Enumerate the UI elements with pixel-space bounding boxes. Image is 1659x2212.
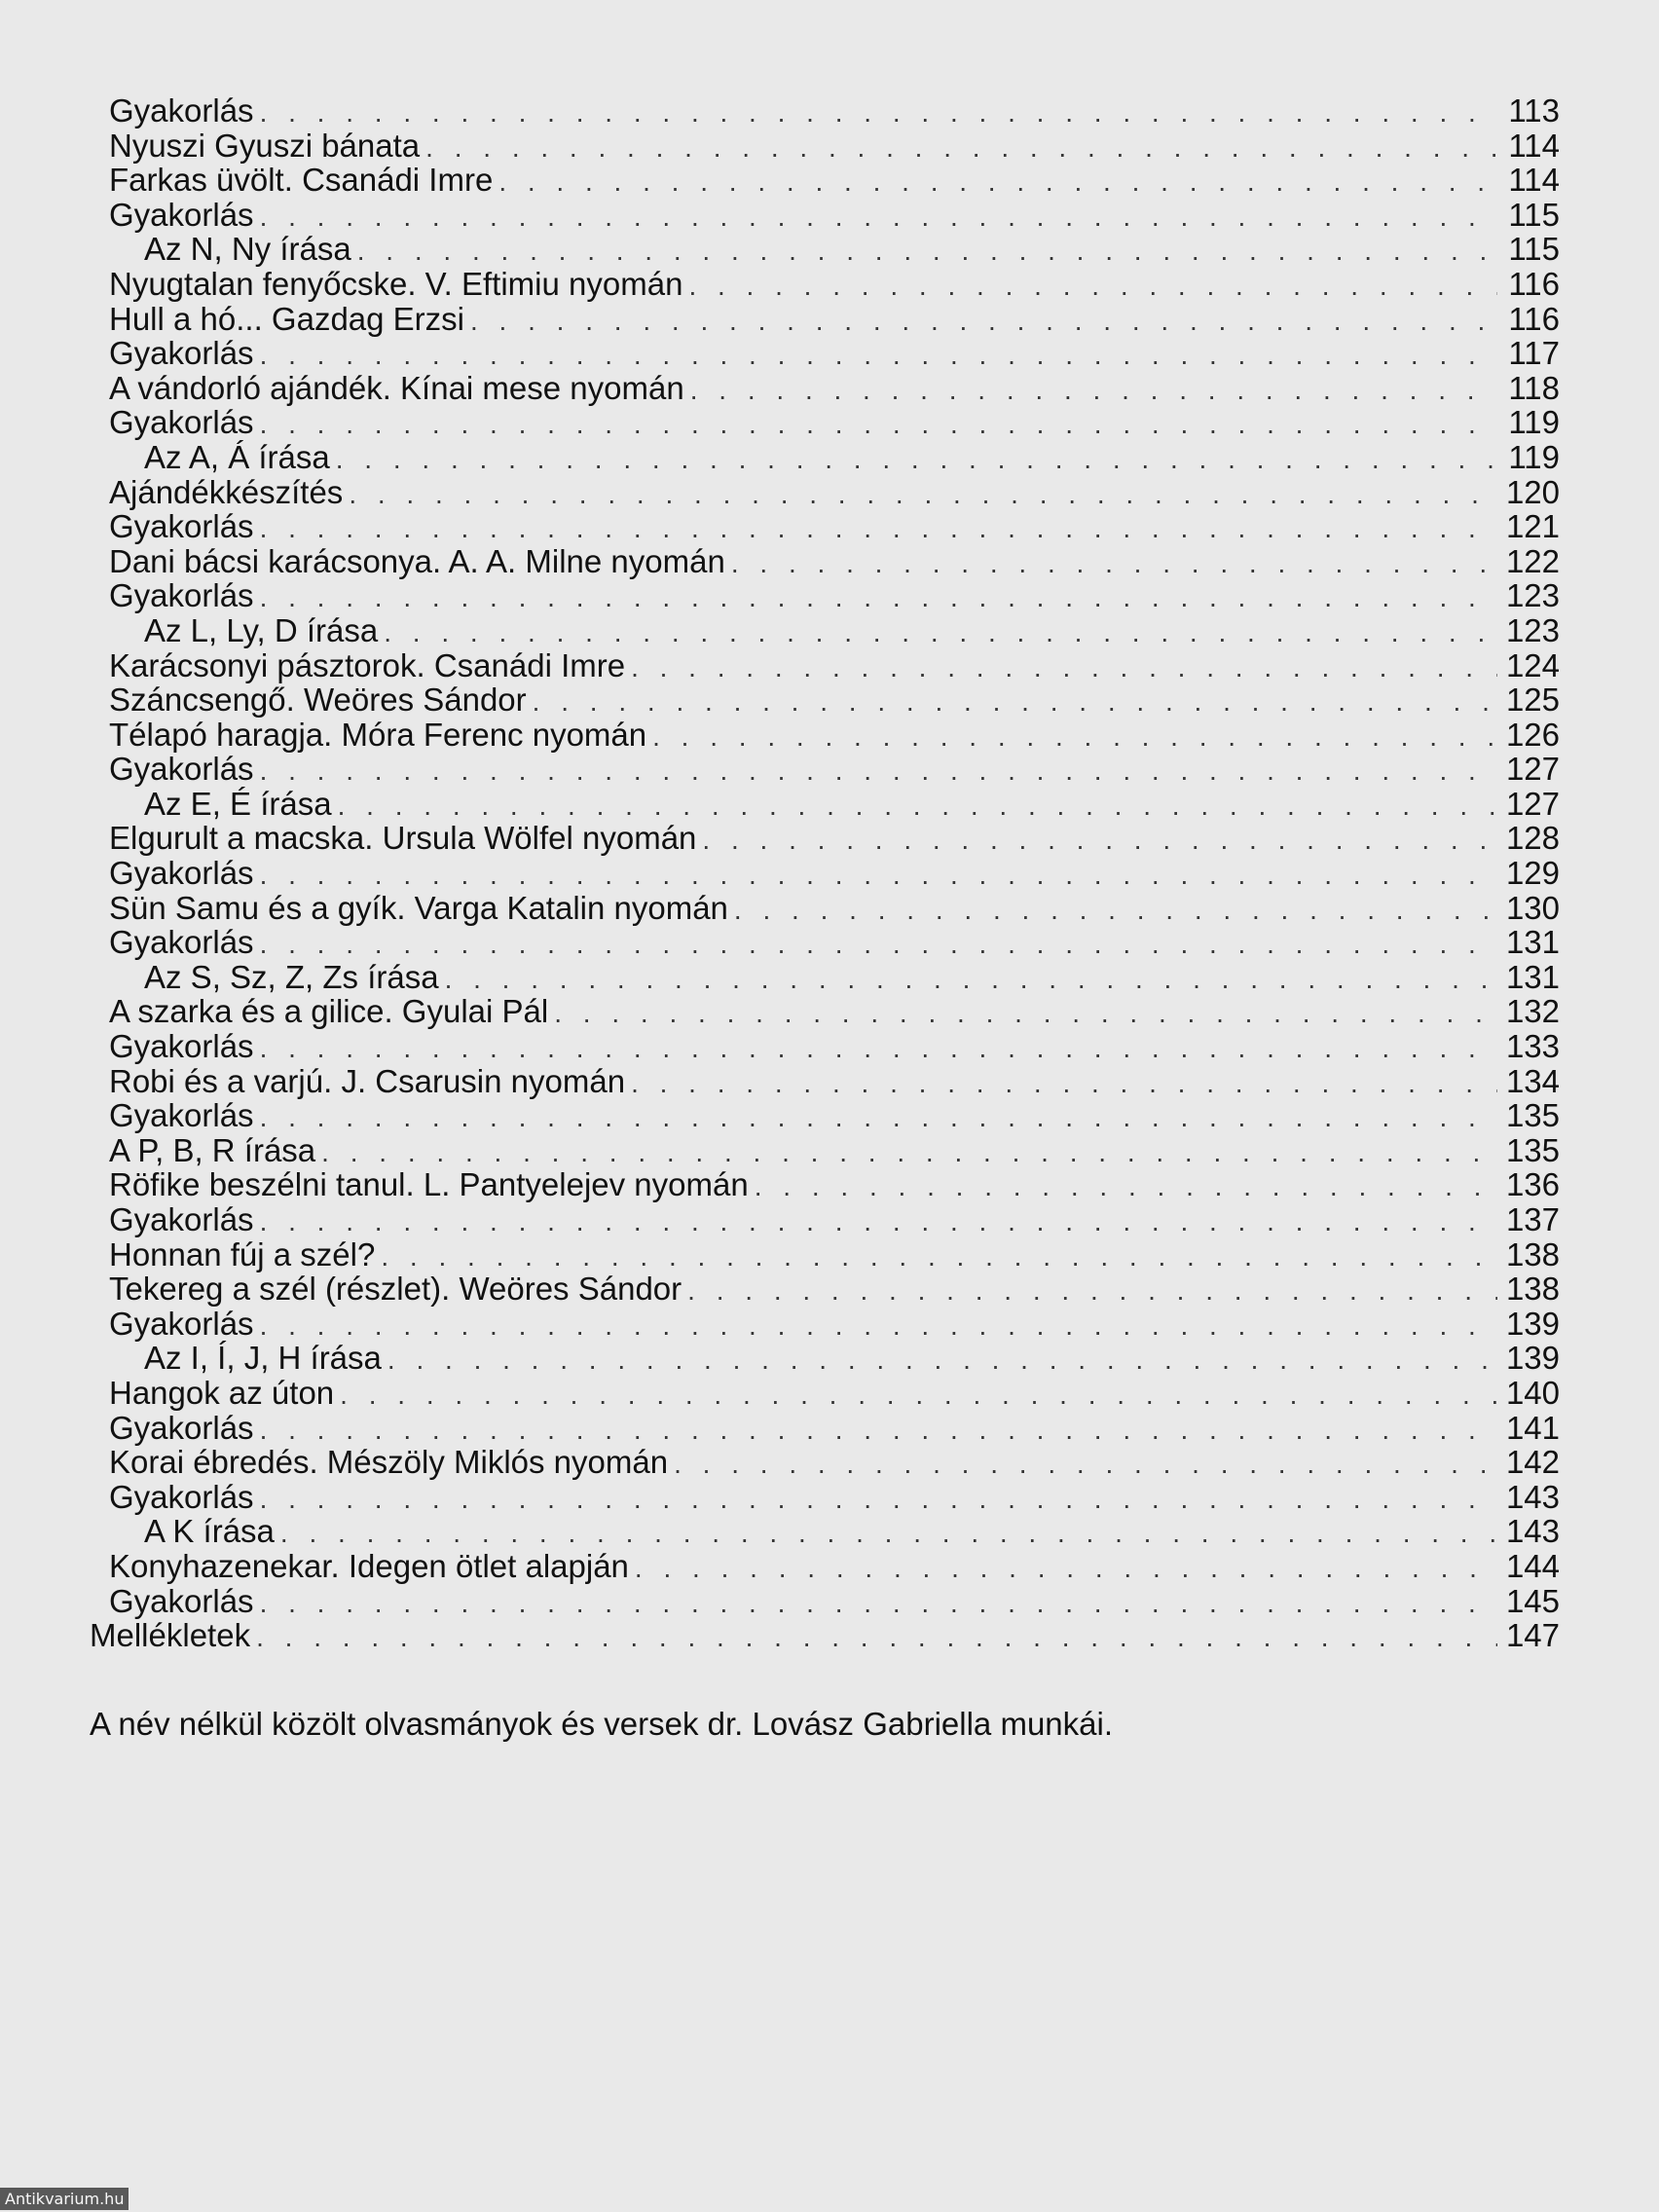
toc-entry-page: 142 [1505,1444,1560,1481]
dot-leader [260,580,1497,615]
toc-entry-title: Honnan fúj a szél? [109,1235,376,1272]
dot-leader [688,269,1497,304]
toc-entry [90,1617,1560,1654]
dot-leader [755,1169,1497,1204]
toc-entry-title: Az L, Ly, D írása [144,611,379,648]
toc-entry [109,925,1560,960]
toc-entry-title: Gyakorlás [109,577,254,614]
toc-entry [109,232,1560,267]
dot-leader [260,858,1497,893]
toc-entry-title: Gyakorlás [109,92,254,129]
dot-leader [631,1066,1497,1101]
toc-entry [109,648,1560,683]
toc-entry-title: Az I, Í, J, H írása [144,1340,382,1377]
dot-leader [734,893,1497,928]
dot-leader [260,1586,1497,1621]
toc-entry-page: 139 [1505,1340,1560,1377]
toc-entry [109,1167,1560,1202]
toc-entry-page: 115 [1508,196,1560,233]
toc-entry-page: 143 [1505,1478,1560,1515]
toc-entry [109,129,1560,164]
toc-entry-title: A K írása [144,1513,275,1550]
toc-entry-page: 122 [1505,542,1560,579]
toc-entry-title: Száncsengő. Weöres Sándor [109,682,527,719]
dot-leader [260,200,1497,235]
toc-entry-page: 123 [1505,611,1560,648]
toc-entry-title: Korai ébredés. Mészöly Miklós nyomán [109,1444,669,1481]
dot-leader [260,338,1497,373]
toc-entry-title: Gyakorlás [109,751,254,788]
toc-entry [109,509,1560,544]
toc-entry-title: Gyakorlás [109,196,254,233]
toc-entry-page: 138 [1505,1235,1560,1272]
watermark: Antikvarium.hu [0,2188,129,2210]
dot-leader [652,719,1497,755]
dot-leader [445,962,1497,997]
toc-entry [109,1549,1560,1584]
toc-entry-title: Farkas üvölt. Csanádi Imre [109,162,494,199]
dot-leader [470,304,1497,339]
dot-leader [731,546,1497,581]
toc-entry [109,475,1560,510]
toc-entry-title: Gyakorlás [109,1028,254,1065]
toc-entry-page: 136 [1505,1166,1560,1203]
toc-entry-title: Dani bácsi karácsonya. A. A. Milne nyomán [109,542,725,579]
dot-leader [260,1204,1497,1239]
toc-entry-title: Ajándékkészítés [109,473,344,510]
dot-leader [260,1482,1497,1517]
toc-entry [109,440,1560,475]
toc-entry [109,1514,1560,1549]
toc-entry-title: Karácsonyi pásztorok. Csanádi Imre [109,646,626,683]
toc-entry [109,1445,1560,1480]
toc-entry [109,336,1560,371]
toc-entry-page: 113 [1508,92,1560,129]
toc-entry-title: Gyakorlás [109,855,254,892]
toc-entry-page: 124 [1505,646,1560,683]
dot-leader [256,1620,1497,1655]
dot-leader [674,1447,1497,1482]
dot-leader [687,1273,1497,1309]
toc-entry-page: 114 [1508,127,1560,164]
toc-entry-title: Gyakorlás [109,1478,254,1515]
toc-entry [109,544,1560,579]
dot-leader [338,789,1497,824]
toc-entry [109,578,1560,613]
dot-leader [384,615,1497,650]
toc-entry-title: Mellékletek [90,1617,251,1654]
toc-entry-title: Röfike beszélni tanul. L. Pantyelejev nyomán [109,1166,749,1203]
toc-entry-title: Nyuszi Gyuszi bánata [109,127,421,164]
toc-entry [109,267,1560,302]
toc-entry-page: 131 [1505,958,1560,995]
toc-entry-page: 133 [1505,1028,1560,1065]
toc-entry [109,787,1560,822]
toc-entry [109,1307,1560,1342]
toc-entry-page: 126 [1505,716,1560,753]
toc-entry [109,1411,1560,1446]
toc-entry-title: Gyakorlás [109,404,254,441]
toc-entry [109,371,1560,406]
toc-entry [109,856,1560,891]
toc-entry [109,163,1560,198]
toc-entry-title: Télapó haragja. Móra Ferenc nyomán [109,716,647,753]
toc-entry-title: A vándorló ajándék. Kínai mese nyomán [109,369,684,406]
toc-entry [109,302,1560,337]
toc-entry-page: 145 [1505,1582,1560,1619]
dot-leader [260,511,1497,546]
toc-entry-title: Hangok az úton [109,1374,335,1411]
toc-entry [109,198,1560,233]
footnote: A név nélkül közölt olvasmányok és versek dr. Lovász Gabriella munkái. [90,1706,1114,1742]
toc-entry-page: 135 [1505,1097,1560,1134]
toc-entry-page: 141 [1505,1409,1560,1446]
toc-entry-title: Nyugtalan fenyőcske. V. Eftimiu nyomán [109,265,683,302]
toc-entry [109,1202,1560,1237]
toc-entry-title: Tekereg a szél (részlet). Weöres Sándor [109,1271,682,1308]
toc-entry [109,1098,1560,1133]
toc-entry-title: Gyakorlás [109,924,254,961]
toc-entry-title: Gyakorlás [109,1409,254,1446]
toc-entry-title: Gyakorlás [109,508,254,545]
toc-entry-page: 129 [1505,855,1560,892]
toc-entry-page: 123 [1505,577,1560,614]
toc-entry [109,821,1560,856]
toc-entry [109,1064,1560,1099]
dot-leader [260,927,1497,962]
toc-entry-title: Az E, É írása [144,785,332,822]
toc-entry [109,1029,1560,1064]
dot-leader [498,165,1497,200]
toc-entry-page: 115 [1508,231,1560,268]
table-of-contents [90,92,1560,1654]
toc-entry-page: 147 [1505,1617,1560,1654]
toc-entry-page: 118 [1508,369,1560,406]
toc-entry-title: Gyakorlás [109,1582,254,1619]
dot-leader [321,1135,1497,1170]
toc-entry-page: 117 [1508,335,1560,372]
dot-leader [425,130,1497,166]
toc-entry-page: 130 [1505,889,1560,926]
toc-entry-page: 138 [1505,1271,1560,1308]
toc-entry [109,1480,1560,1515]
toc-entry-title: Gyakorlás [109,1097,254,1134]
toc-entry-page: 144 [1505,1547,1560,1584]
dot-leader [381,1239,1497,1274]
toc-entry-page: 116 [1508,300,1560,337]
toc-entry-page: 121 [1505,508,1560,545]
toc-entry [109,1341,1560,1376]
toc-entry-page: 139 [1505,1305,1560,1342]
dot-leader [280,1516,1497,1551]
toc-entry-page: 135 [1505,1131,1560,1168]
toc-entry-title: Elgurult a macska. Ursula Wölfel nyomán [109,820,697,857]
toc-entry-page: 119 [1508,438,1560,475]
toc-entry-page: 137 [1505,1201,1560,1237]
dot-leader [260,1031,1497,1066]
toc-entry [109,752,1560,787]
toc-entry-page: 119 [1508,404,1560,441]
dot-leader [635,1551,1497,1586]
dot-leader [387,1343,1497,1378]
toc-entry [109,405,1560,440]
toc-entry-title: Gyakorlás [109,1305,254,1342]
toc-entry-page: 131 [1505,924,1560,961]
toc-entry-title: Gyakorlás [109,335,254,372]
dot-leader [349,477,1497,512]
dot-leader [260,407,1497,442]
toc-entry-page: 127 [1505,785,1560,822]
toc-entry [109,613,1560,648]
dot-leader [631,650,1497,685]
dot-leader [260,754,1497,789]
toc-entry-page: 132 [1505,993,1560,1030]
dot-leader [260,1413,1497,1448]
toc-entry [109,1133,1560,1168]
dot-leader [702,823,1497,858]
toc-entry-title: Konyhazenekar. Idegen ötlet alapján [109,1547,629,1584]
toc-entry [109,1237,1560,1272]
toc-entry-page: 134 [1505,1062,1560,1099]
toc-entry-title: Az N, Ny írása [144,231,351,268]
toc-entry-title: A P, B, R írása [109,1131,316,1168]
toc-entry [109,1376,1560,1411]
toc-entry-title: Hull a hó... Gazdag Erzsi [109,300,464,337]
toc-entry-title: Robi és a varjú. J. Csarusin nyomán [109,1062,626,1099]
toc-entry [109,994,1560,1029]
dot-leader [690,373,1497,408]
dot-leader [554,996,1497,1031]
dot-leader [260,95,1497,130]
toc-entry-title: Sün Samu és a gyík. Varga Katalin nyomán [109,889,728,926]
toc-entry [109,1272,1560,1307]
toc-entry-title: Az S, Sz, Z, Zs írása [144,958,439,995]
dot-leader [260,1309,1497,1344]
toc-entry [109,891,1560,926]
dot-leader [357,234,1497,269]
dot-leader [260,1100,1497,1135]
toc-entry-page: 127 [1505,751,1560,788]
toc-entry-title: Az A, Á írása [144,438,330,475]
toc-entry-page: 140 [1505,1374,1560,1411]
toc-entry [109,718,1560,753]
toc-entry-title: A szarka és a gilice. Gyulai Pál [109,993,549,1030]
faded-imprint-block [682,1942,1285,2141]
toc-entry [109,93,1560,129]
toc-entry-page: 128 [1505,820,1560,857]
dot-leader [340,1378,1497,1413]
toc-entry [109,1584,1560,1619]
toc-entry-title: Gyakorlás [109,1201,254,1237]
toc-entry-page: 143 [1505,1513,1560,1550]
toc-entry-page: 114 [1508,162,1560,199]
toc-entry-page: 120 [1505,473,1560,510]
toc-entry-page: 116 [1508,265,1560,302]
dot-leader [533,684,1497,719]
dot-leader [336,442,1497,477]
toc-entry [109,960,1560,995]
toc-entry-page: 125 [1505,682,1560,719]
toc-entry [109,682,1560,718]
